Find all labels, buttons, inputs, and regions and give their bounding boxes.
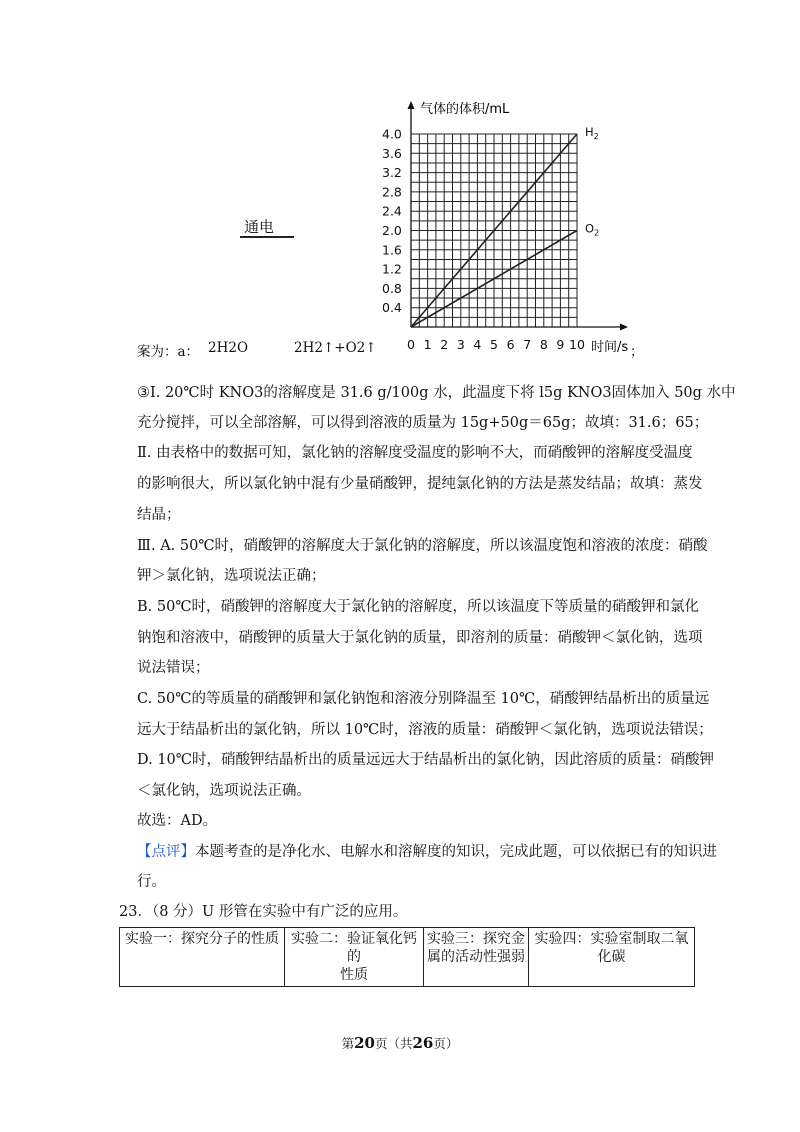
x-tick-label: 9 bbox=[556, 337, 565, 352]
text-line: 结晶； bbox=[137, 507, 181, 523]
comment-text: 本题考查的是净化水、电解水和溶解度的知识，完成此题，可以依据已有的知识进 bbox=[195, 844, 717, 860]
comment-tag: 【点评】 bbox=[137, 844, 195, 860]
x-axis-arrow bbox=[620, 324, 628, 331]
products: 2H2↑+O2↑ bbox=[294, 340, 377, 356]
x-tick-label: 2 bbox=[440, 337, 449, 352]
y-tick-label: 0.8 bbox=[382, 280, 402, 296]
x-tick-label: 3 bbox=[456, 337, 465, 352]
series-label-h2: $H_2$ bbox=[585, 125, 599, 141]
text-line: 故选：AD。 bbox=[137, 813, 218, 829]
text-line: 钠饱和溶液中，硝酸钾的质量大于氯化钠的质量，即溶剂的质量：硝酸钾＜氯化钠，选项 bbox=[137, 630, 703, 646]
chart-series bbox=[411, 125, 599, 327]
x-tick-label: 0 bbox=[407, 337, 415, 352]
x-tick-label: 7 bbox=[523, 337, 532, 352]
y-axis-arrow bbox=[408, 101, 415, 109]
reaction-condition: 通电 bbox=[244, 218, 275, 236]
answer-prefix: 案为：a： bbox=[137, 344, 200, 360]
table-cell-experiment-4: 实验四：实验室制取二氧 化碳 bbox=[529, 928, 695, 987]
x-axis-label: 时间/s bbox=[591, 340, 629, 355]
text-line: 充分搅拌，可以全部溶解，可以得到溶液的质量为 15g+50g＝65g；故填：31.6；65； bbox=[137, 415, 709, 431]
text-line: 远大于结晶析出的氯化钠，所以 10℃时，溶液的质量：硝酸钾＜氯化钠，选项说法错误； bbox=[137, 722, 713, 738]
reaction-arrow-bar bbox=[240, 236, 294, 238]
y-tick-label: 1.2 bbox=[382, 261, 402, 277]
answer-suffix: ； bbox=[630, 344, 644, 360]
y-axis-label: 气体的体积/mL bbox=[420, 102, 510, 117]
page-footer: 第20页（共26页） bbox=[341, 1034, 459, 1052]
experiment-table bbox=[119, 927, 695, 987]
table-row bbox=[120, 928, 695, 987]
page-number: 20 bbox=[354, 1034, 375, 1052]
y-tick-label: 0.4 bbox=[382, 300, 402, 316]
table-cell-experiment-3: 实验三：探究金 属的活动性强弱 bbox=[424, 928, 529, 987]
text-line: D. 10℃时，硝酸钾结晶析出的质量远远大于结晶析出的氯化钠，因此溶质的质量：硝酸钾 bbox=[137, 752, 714, 768]
text-line: C. 50℃的等质量的硝酸钾和氯化钠饱和溶液分别降温至 10℃，硝酸钾结晶析出的质量远 bbox=[137, 691, 710, 707]
table-cell-experiment-1: 实验一：探究分子的性质 bbox=[120, 928, 285, 987]
text-line: Ⅱ. 由表格中的数据可知，氯化钠的溶解度受温度的影响不大，而硝酸钾的溶解度受温度 bbox=[137, 445, 693, 461]
comment-line-2: 行。 bbox=[137, 874, 166, 890]
y-tick-label: 2.4 bbox=[382, 203, 402, 219]
x-tick-label: 4 bbox=[473, 337, 482, 352]
question-23: 23．（8 分）U 形管在实验中有广泛的应用。 bbox=[119, 904, 408, 920]
gas-volume-chart bbox=[370, 95, 640, 360]
series-label-o2: $O_2$ bbox=[585, 221, 600, 238]
y-tick-label: 3.6 bbox=[382, 145, 402, 161]
y-tick-label: 2.8 bbox=[382, 184, 402, 200]
text-line: 说法错误； bbox=[137, 660, 210, 676]
x-tick-label: 5 bbox=[490, 337, 498, 352]
y-tick-label: 3.2 bbox=[382, 165, 402, 181]
page-total: 26 bbox=[412, 1034, 434, 1052]
text-line: ＜氯化钠，选项说法正确。 bbox=[137, 783, 311, 799]
text-line: 的影响很大，所以氯化钠中混有少量硝酸钾，提纯氯化钠的方法是蒸发结晶；故填：蒸发 bbox=[137, 476, 703, 492]
table-cell-experiment-2: 实验二：验证氧化钙的 性质 bbox=[285, 928, 424, 987]
text-line: B. 50℃时，硝酸钾的溶解度大于氯化钠的溶解度，所以该温度下等质量的硝酸钾和氯化 bbox=[137, 599, 700, 615]
y-tick-label: 2.0 bbox=[382, 223, 402, 238]
x-tick-label: 10 bbox=[569, 337, 585, 352]
reactant: 2H2O bbox=[208, 340, 249, 356]
text-line: ③Ⅰ. 20℃时 KNO3的溶解度是 31.6 g/100g 水，此温度下将 l5g KNO3固体加入 50g 水中 bbox=[137, 385, 736, 401]
text-line: Ⅲ. A. 50℃时，硝酸钾的溶解度大于氯化钠的溶解度，所以该温度饱和溶液的浓度：硝酸 bbox=[137, 538, 708, 554]
x-tick-label: 6 bbox=[506, 337, 515, 352]
y-tick-label: 1.6 bbox=[382, 242, 402, 258]
comment-line bbox=[137, 842, 717, 862]
y-tick-label: 4.0 bbox=[382, 126, 402, 142]
x-tick-label: 1 bbox=[423, 337, 432, 352]
text-line: 钾＞氯化钠，选项说法正确； bbox=[137, 568, 326, 584]
x-tick-label: 8 bbox=[539, 337, 548, 352]
